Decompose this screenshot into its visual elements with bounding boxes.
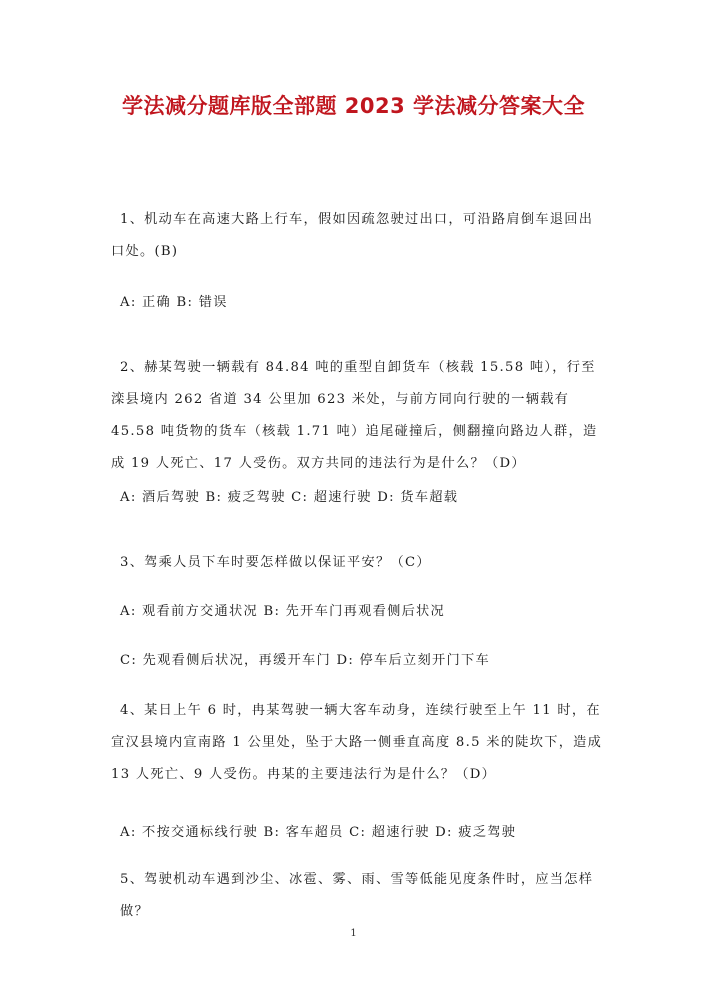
page-title: 学法减分题库版全部题 2023 学法减分答案大全 bbox=[121, 94, 586, 118]
question-3-options-cd: C: 先观看侧后状况，再缓开车门 D: 停车后立刻开门下车 bbox=[120, 653, 490, 668]
question-2-options: A: 酒后驾驶 B: 疲乏驾驶 C: 超速行驶 D: 货车超载 bbox=[120, 490, 459, 505]
question-1-options: A: 正确 B: 错误 bbox=[120, 295, 228, 310]
question-4: 4、某日上午 6 时，冉某驾驶一辆大客车动身，连续行驶至上午 11 时，在宣汉县境内宣南路 1 公里处，坠于大路一侧垂直高度 8.5 米的陡坎下，造成 13 人死亡、9 人受伤。冉某的主要违法行为是什么？（D） bbox=[111, 703, 603, 782]
question-2: 2、赫某驾驶一辆载有 84.84 吨的重型自卸货车（核载 15.58 吨），行至滦县境内 262 省道 34 公里加 623 米处，与前方同向行驶的一辆载有 45.58 吨货物的货车（核载 1.71 吨）追尾碰撞后，侧翻撞向路边人群，造成 19 人死亡、17 人受伤。双方共同的违法行为是什么？（D） bbox=[111, 360, 598, 471]
question-3: 3、驾乘人员下车时要怎样做以保证平安？（C） bbox=[120, 555, 431, 570]
question-5: 5、驾驶机动车遇到沙尘、冰雹、雾、雨、雪等低能见度条件时，应当怎样做？ bbox=[120, 872, 594, 919]
question-1: 1、机动车在高速大路上行车，假如因疏忽驶过出口，可沿路肩倒车退回出口处。(B) bbox=[111, 212, 594, 259]
question-3-options-ab: A: 观看前方交通状况 B: 先开车门再观看侧后状况 bbox=[120, 604, 446, 619]
page-number: 1 bbox=[350, 928, 357, 939]
question-4-options: A: 不按交通标线行驶 B: 客车超员 C: 超速行驶 D: 疲乏驾驶 bbox=[120, 825, 517, 840]
